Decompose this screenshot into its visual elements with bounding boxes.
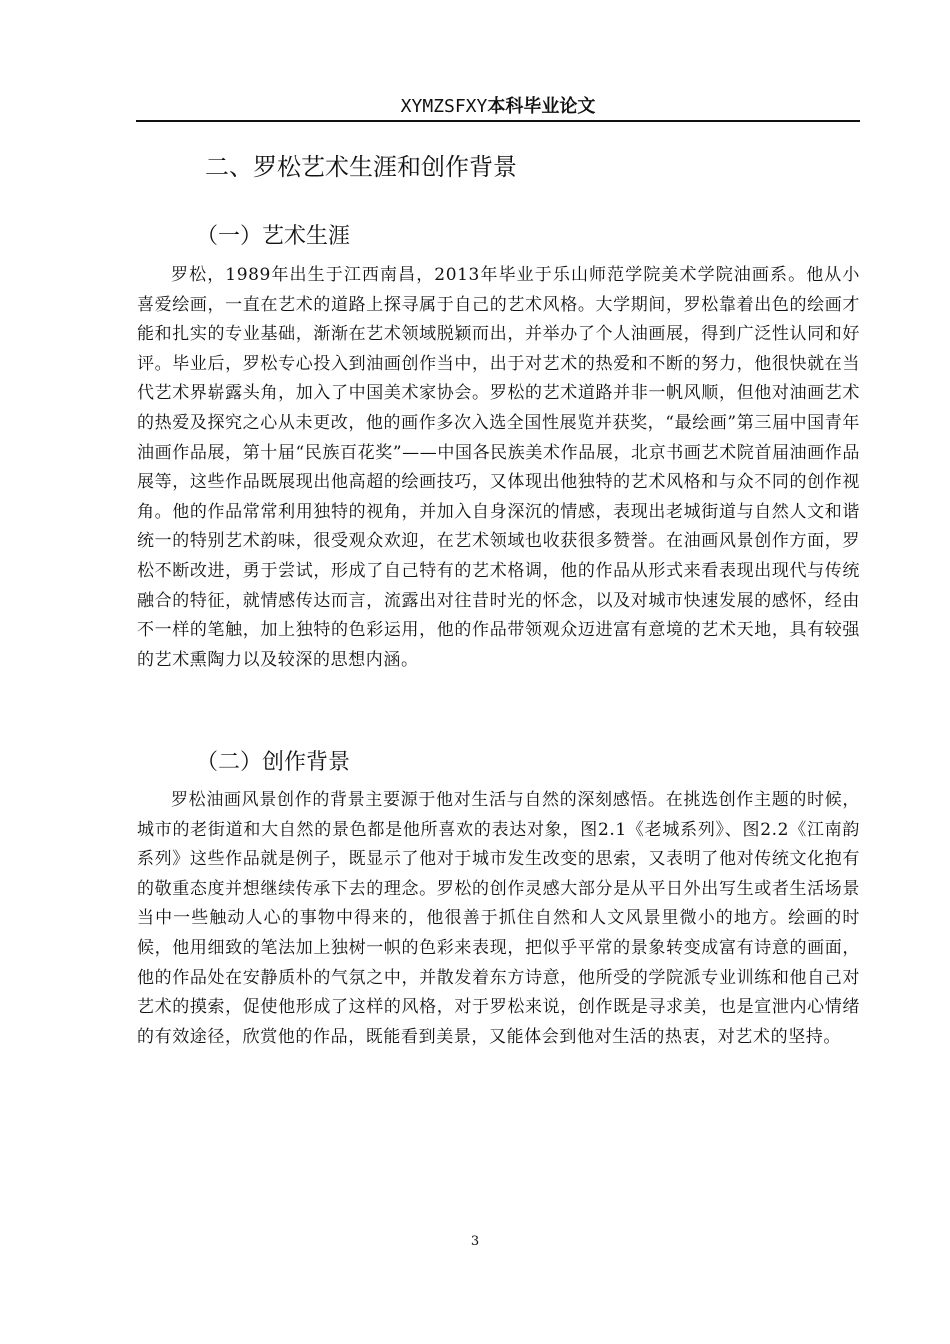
- paragraph-career: 罗松，1989年出生于江西南昌，2013年毕业于乐山师范学院美术学院油画系。他从小喜爱绘画，一直在艺术的道路上探寻属于自己的艺术风格。大学期间，罗松靠着出色的绘画才能和扎实的专业基础，渐渐在艺术领域脱颖而出，并举办了个人油画展，得到广泛性认同和好评。毕业后，罗松专心投入到油画创作当中，出于对艺术的热爱和不断的努力，他很快就在当代艺术界崭露头角，加入了中国美术家协会。罗松的艺术道路并非一帆风顺，但他对油画艺术的热爱及探究之心从未更改，他的画作多次入选全国性展览并获奖，“最绘画”第三届中国青年油画作品展，第十届“民族百花奖”——中国各民族美术作品展，北京书画艺术院首届油画作品展等，这些作品既展现出他高超的绘画技巧，又体现出他独特的艺术风格和与众不同的创作视角。他的作品常常利用独特的视角，并加入自身深沉的情感，表现出老城街道与自然人文和谐统一的特别艺术韵味，很受观众欢迎，在艺术领域也收获很多赞誉。在油画风景创作方面，罗松不断改进，勇于尝试，形成了自己特有的艺术格调，他的作品从形式来看表现出现代与传统融合的特征，就情感传达而言，流露出对往昔时光的怀念，以及对城市快速发展的感怀，经由不一样的笔触，加上独特的色彩运用，他的作品带领观众迈进富有意境的艺术天地，具有较强的艺术熏陶力以及较深的思想内涵。: [137, 265, 860, 670]
- section-title-background: （二）创作背景: [196, 750, 351, 775]
- page-number: 3: [470, 1234, 480, 1249]
- header-document-type: 本科毕业论文: [487, 96, 596, 117]
- running-header: [136, 93, 860, 119]
- section-title-career: （一）艺术生涯: [196, 224, 351, 249]
- header-rule: [136, 120, 860, 122]
- header-institution-code: XYMZSFXY: [400, 96, 488, 117]
- chapter-title: 二、罗松艺术生涯和创作背景: [205, 153, 517, 181]
- paragraph-background: 罗松油画风景创作的背景主要源于他对生活与自然的深刻感悟。在挑选创作主题的时候，城市的老街道和大自然的景色都是他所喜欢的表达对象，图2.1《老城系列》、图2.2《江南韵系列》这些作品就是例子，既显示了他对于城市发生改变的思索，又表明了他对传统文化抱有的敬重态度并想继续传承下去的理念。罗松的创作灵感大部分是从平日外出写生或者生活场景当中一些触动人心的事物中得来的，他很善于抓住自然和人文风景里微小的地方。绘画的时候，他用细致的笔法加上独树一帜的色彩来表现，把似乎平常的景象转变成富有诗意的画面，他的作品处在安静质朴的气氛之中，并散发着东方诗意，他所受的学院派专业训练和他自己对艺术的摸索，促使他形成了这样的风格，对于罗松来说，创作既是寻求美，也是宣泄内心情绪的有效途径，欣赏他的作品，既能看到美景，又能体会到他对生活的热衷，对艺术的坚持。: [137, 790, 860, 1047]
